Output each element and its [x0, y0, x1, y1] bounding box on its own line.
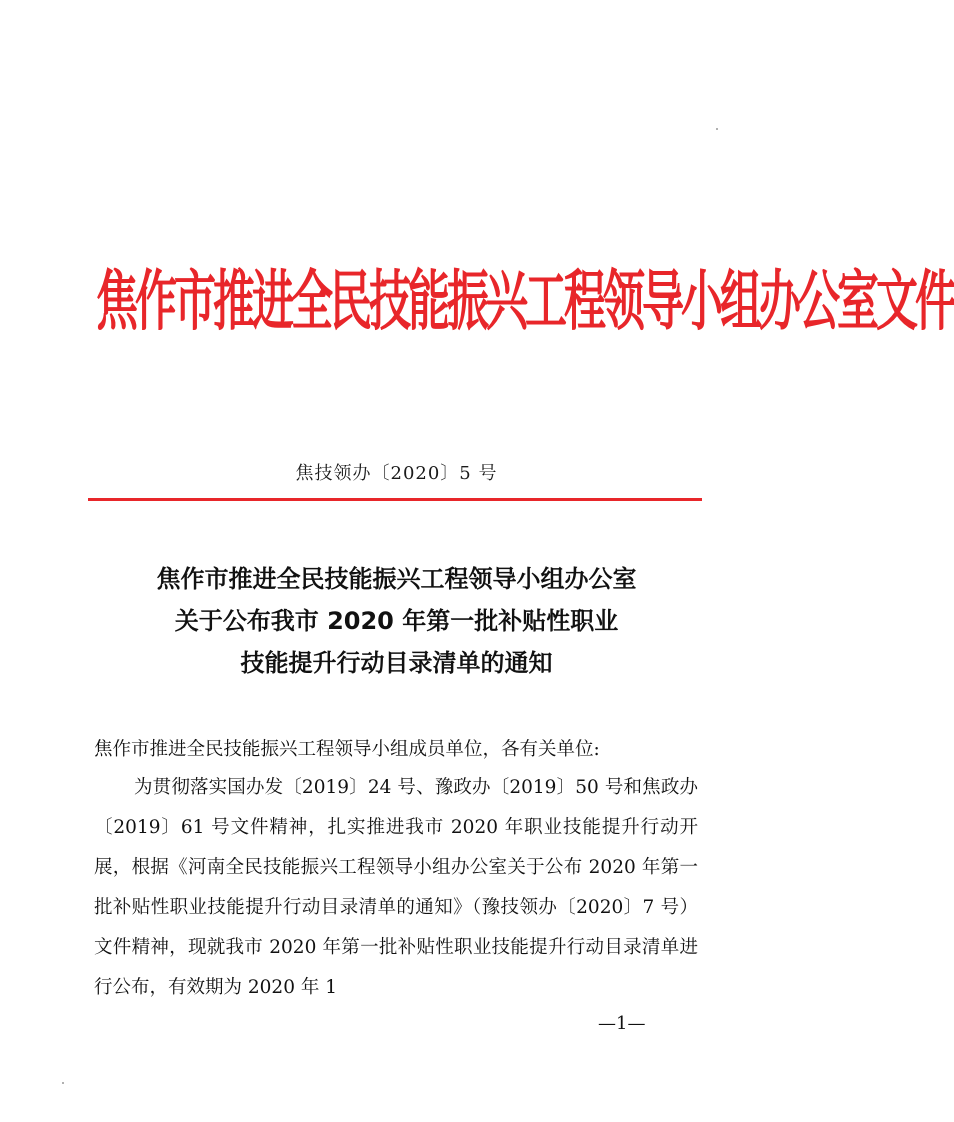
notice-title-line-1: 焦作市推进全民技能振兴工程领导小组办公室 — [156, 565, 637, 593]
page-number: —1— — [598, 1013, 646, 1034]
document-number: 焦技领办〔2020〕5 号 — [295, 463, 498, 484]
red-divider-line — [88, 498, 702, 501]
masthead-title: 焦作市推进全民技能振兴工程领导小组办公室文件 — [96, 263, 954, 340]
salutation: 焦作市推进全民技能振兴工程领导小组成员单位，各有关单位: — [94, 739, 600, 760]
scan-speck — [716, 128, 718, 130]
notice-title-line-3: 技能提升行动目录清单的通知 — [240, 649, 553, 677]
notice-title-line-2: 关于公布我市 2020 年第一批补贴性职业 — [174, 607, 619, 635]
scan-speck — [62, 1082, 64, 1084]
body-paragraph: 为贯彻落实国办发〔2019〕24 号、豫政办〔2019〕50 号和焦政办〔2019〕61 号文件精神，扎实推进我市 2020 年职业技能提升行动开展，根据《河南全民技能振兴工程领导小组办公室关于公布 2020 年第一批补贴性职业技能提升行动目录清单的通知》（豫技领办〔2020〕7 号）文件精神，现就我市 2020 年第一批补贴性职业技能提升行动目录清单进行公布，有效期为 2020 年 1 — [94, 777, 698, 998]
